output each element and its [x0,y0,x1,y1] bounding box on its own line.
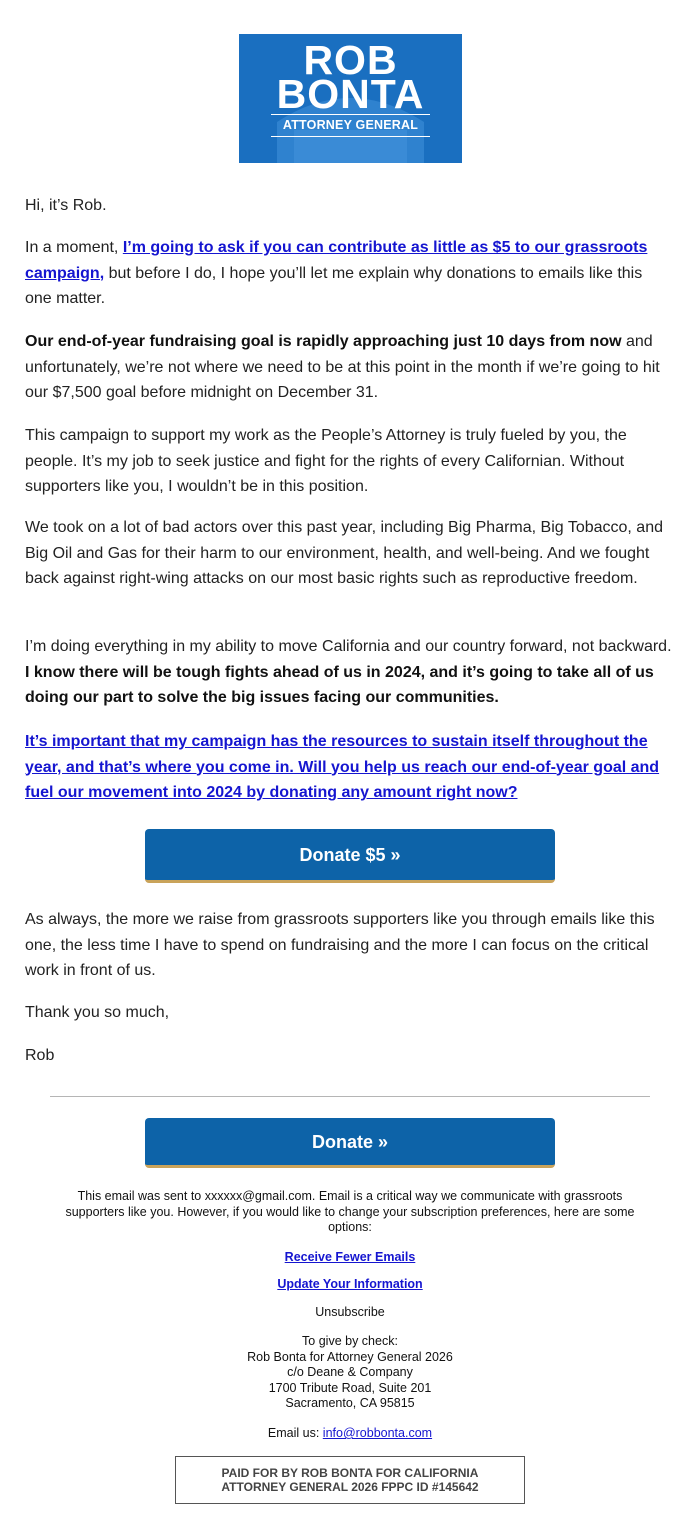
tough-fights-bold-text: I know there will be tough fights ahead of us in 2024, and it’s going to take all of us doing our part to solve the big issues facing our communities. [25,663,654,706]
update-information-link[interactable]: Update Your Information [277,1277,423,1291]
paragraph-ask [25,235,673,312]
paragraph-goal [25,329,673,406]
check-heading: To give by check: [302,1334,398,1348]
moving-forward-text: I’m doing everything in my ability to move California and our country forward, not backward. [25,638,672,655]
paragraph-peoples-attorney: This campaign to support my work as the People’s Attorney is truly fueled by you, the people. It’s my job to seek justice and fight for the rights of every Californian. Without supporters like you, I wouldn’t be in this position. [25,427,627,495]
paragraph-resources [25,729,673,806]
contribute-link[interactable]: I’m going to ask if you can contribute as little as $5 to our grassroots campaign, [25,239,648,282]
contact-email-link[interactable]: info@robbonta.com [322,1426,433,1440]
footer-divider [50,1096,650,1097]
logo-subtitle: ATTORNEY GENERAL [271,114,430,137]
signoff: Thank you so much, [25,1004,170,1021]
mailing-address [60,1334,640,1412]
paid-line-2: ATTORNEY GENERAL 2026 FPPC ID #145642 [221,1480,479,1494]
signature: Rob [25,1047,55,1064]
paragraph-ask-intro: In a moment, [25,239,123,256]
address-line-2: c/o Deane & Company [287,1365,413,1379]
address-line-4: Sacramento, CA 95815 [285,1396,415,1410]
greeting: Hi, it’s Rob. [25,197,107,214]
receive-fewer-emails-row [60,1250,640,1266]
address-line-1: Rob Bonta for Attorney General 2026 [247,1349,453,1364]
goal-bold-text: Our end-of-year fundraising goal is rapidly approaching just 10 days from now [25,333,622,350]
address-line-3: 1700 Tribute Road, Suite 201 [268,1380,432,1395]
rob-bonta-logo [239,34,462,163]
donate-any-amount-link[interactable]: It’s important that my campaign has the resources to sustain itself throughout the year, and that’s where you come in. Will you help us reach our end-of-year goal and fuel our movement into 2024 by donating any amount right now? [25,733,660,801]
update-information-row [60,1277,640,1293]
paragraph-as-always: As always, the more we raise from grassroots supporters like you through emails like this one, the less time I have to spend on fundraising and the more I can focus on the critical work in front of us. [25,911,655,979]
paragraph-ask-rest: but before I do, I hope you’ll let me explain why donations to emails like this one matter. [25,264,643,307]
receive-fewer-emails-link[interactable]: Receive Fewer Emails [284,1250,416,1264]
paragraph-bad-actors: We took on a lot of bad actors over this past year, including Big Pharma, Big Tobacco, and Big Oil and Gas for their harm to our environment, health, and well-being. And we fought back against right-wing attacks on our most basic rights such as reproductive freedom. [25,519,663,587]
logo-line-bonta: BONTA [276,71,425,117]
subscription-notice: This email was sent to xxxxxx@gmail.com. Email is a critical way we communicate with grassroots supporters like you. However, if you would like to change your subscription preferences, here are some options: [65,1189,635,1234]
logo-line-rob: ROB [303,37,398,83]
contact-email-row [60,1426,640,1442]
donate-button[interactable]: Donate » [145,1118,555,1168]
donate-5-button[interactable]: Donate $5 » [145,829,555,883]
paragraph-moving-forward [25,634,673,711]
unsubscribe-link[interactable]: Unsubscribe [315,1305,385,1319]
paid-for-disclaimer [175,1456,525,1504]
email-label: Email us: [267,1426,323,1440]
paid-line-1: PAID FOR BY ROB BONTA FOR CALIFORNIA [221,1466,479,1480]
goal-rest-text: and unfortunately, we’re not where we need to be at this point in the month if we’re going to hit our $7,500 goal before midnight on December 31. [25,333,660,401]
